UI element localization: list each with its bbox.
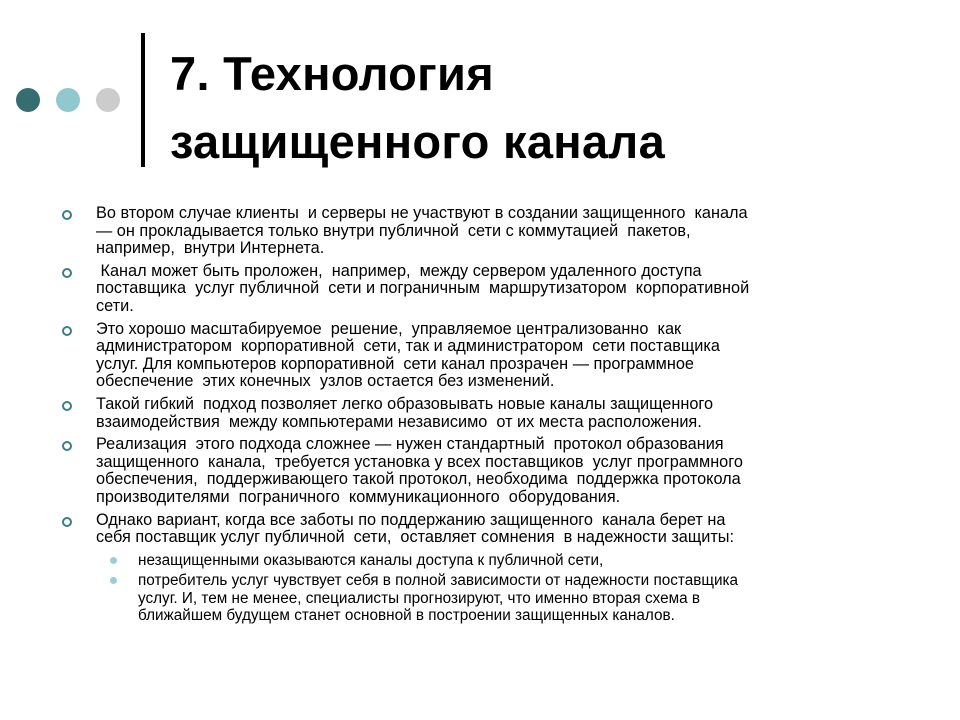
title-line: защищенного канала <box>170 115 666 168</box>
decor-dot-light <box>56 88 80 112</box>
title-divider <box>141 33 145 167</box>
sub-bullet-item <box>62 552 942 570</box>
bullet-text-line: Во втором случае клиенты и серверы не участвуют в создании защищенного канала <box>96 204 748 222</box>
bullet-icon <box>110 557 117 564</box>
sub-bullet-item <box>62 572 942 625</box>
bullet-text-line: защищенного канала, требуется установка у всех поставщиков услуг программного <box>96 452 743 471</box>
bullet-icon <box>62 401 72 411</box>
bullet-text-line: взаимодействия между компьютерами независимо от их места расположения. <box>96 412 702 431</box>
decor-dot-gray <box>96 88 120 112</box>
title-line: 7. Технология <box>170 47 494 100</box>
bullet-item <box>62 396 942 431</box>
bullet-item <box>62 436 942 506</box>
bullet-text-line: поставщика услуг публичной сети и пограничным маршрутизатором корпоративной <box>96 279 750 298</box>
bullet-text-line: незащищенными оказываются каналы доступа к публичной сети, <box>138 551 604 569</box>
bullet-text-line: обеспечения, поддерживающего такой протокол, необходима поддержка протокола <box>96 470 741 489</box>
slide-title <box>170 40 665 176</box>
decor-dot-dark <box>16 88 40 112</box>
bullet-text-line: — он прокладывается только внутри публичной сети с коммутацией пакетов, <box>96 221 691 240</box>
bullet-icon <box>62 441 72 451</box>
bullet-text-line: услуг. И, тем не менее, специалисты прогнозируют, что именно вторая схема в <box>138 589 700 607</box>
bullet-icon <box>62 326 72 336</box>
bullet-item <box>62 512 942 547</box>
bullet-text-line: обеспечение этих конечных узлов остается без изменений. <box>96 372 555 391</box>
bullet-item <box>62 321 942 391</box>
bullet-item <box>62 263 942 316</box>
bullet-text-line: администратором корпоративной сети, так и администратором сети поставщика <box>96 337 720 356</box>
bullet-text-line: Такой гибкий подход позволяет легко образовывать новые каналы защищенного <box>96 394 714 413</box>
bullet-icon <box>110 577 117 584</box>
bullet-text-line: сети. <box>96 296 134 315</box>
bullet-text-line: себя поставщик услуг публичной сети, оставляет сомнения в надежности защиты: <box>96 528 735 547</box>
bullet-item <box>62 205 942 258</box>
bullet-text-line: Канал может быть проложен, например, между сервером удаленного доступа <box>96 261 702 280</box>
bullet-text-line: Однако вариант, когда все заботы по поддержанию защищенного канала берет на <box>96 510 726 529</box>
bullet-text-line: ближайшем будущем станет основной в построении защищенных каналов. <box>138 607 675 625</box>
bullet-list <box>62 205 942 628</box>
bullet-text-line: услуг. Для компьютеров корпоративной сети канал прозрачен — программное <box>96 354 694 373</box>
bullet-text-line: Это хорошо масштабируемое решение, управляемое централизованно как <box>96 319 682 338</box>
bullet-icon <box>62 517 72 527</box>
bullet-text-line: Реализация этого подхода сложнее — нужен стандартный протокол образования <box>96 435 724 454</box>
bullet-text-line: потребитель услуг чувствует себя в полной зависимости от надежности поставщика <box>138 572 739 590</box>
bullet-text-line: производителями пограничного коммуникационного оборудования. <box>96 487 621 506</box>
bullet-icon <box>62 210 72 220</box>
bullet-text-line: например, внутри Интернета. <box>96 239 325 258</box>
bullet-icon <box>62 268 72 278</box>
